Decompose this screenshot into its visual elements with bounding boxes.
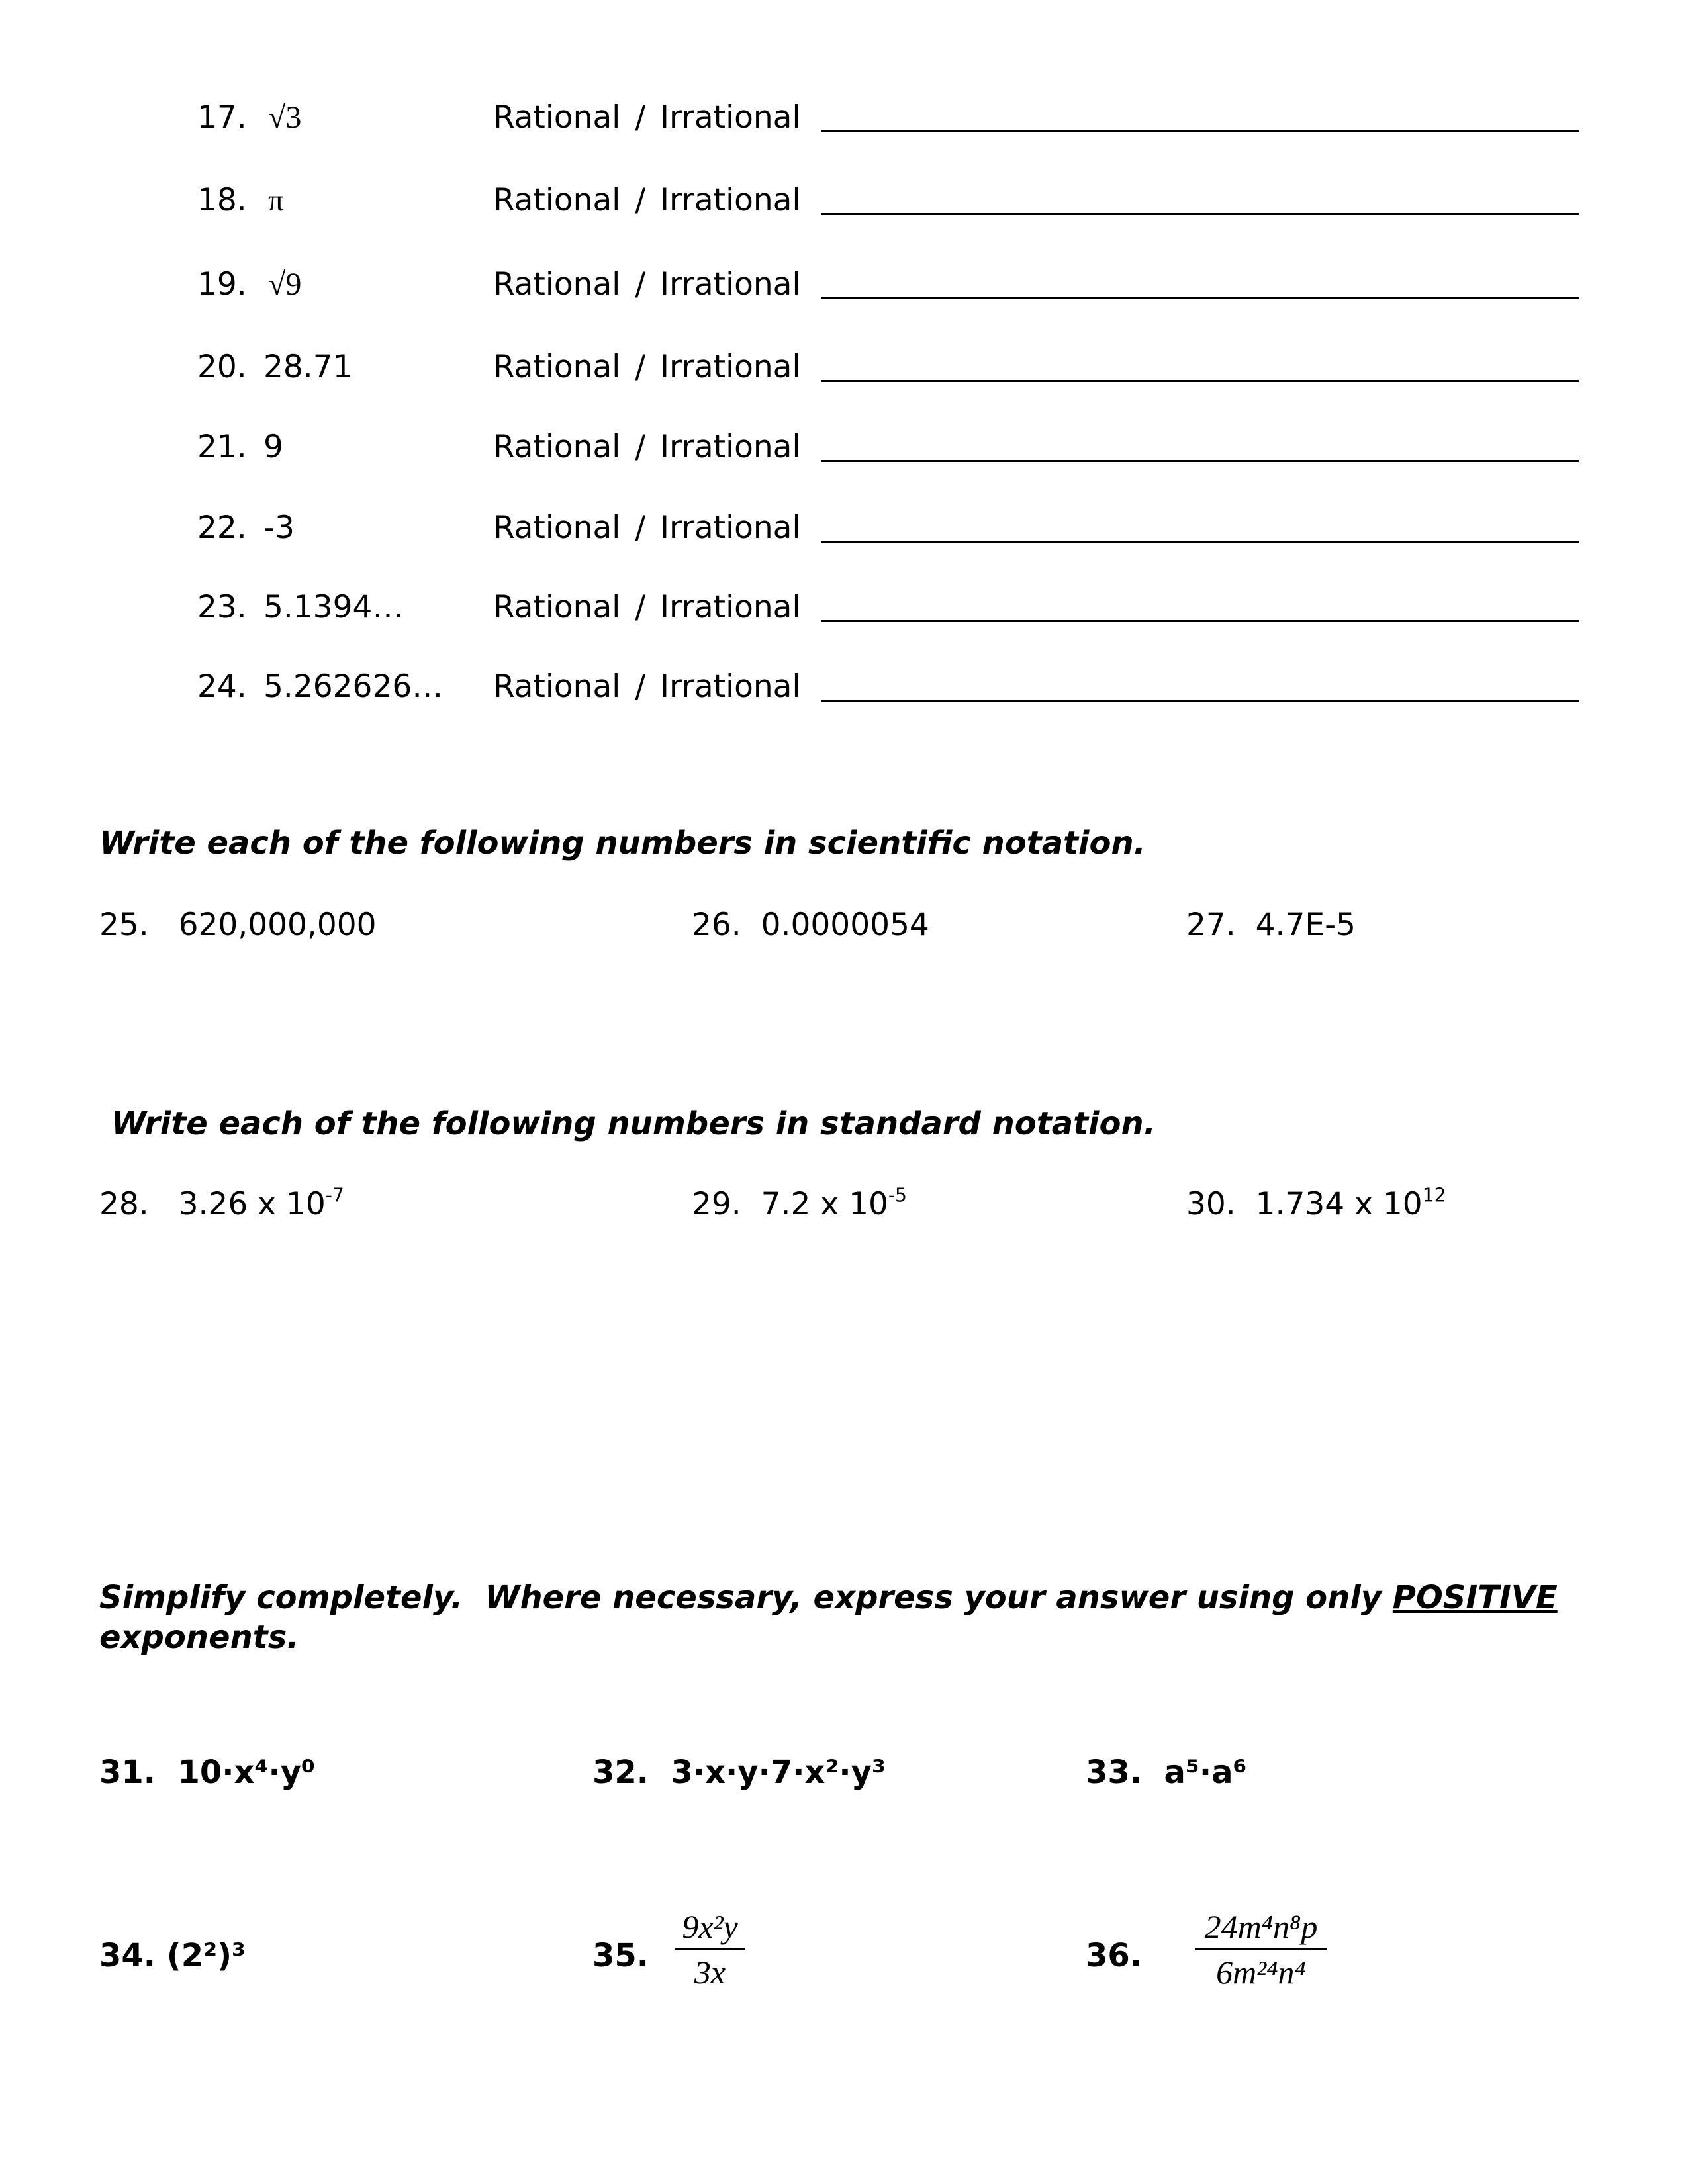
item-30-exponent: 12 [1422, 1184, 1446, 1206]
irrational-option[interactable]: Irrational [660, 668, 801, 705]
answer-line[interactable] [821, 620, 1579, 622]
rational-option[interactable]: Rational [493, 668, 621, 705]
item-28-number: 28. [99, 1186, 149, 1222]
item-28-base: 3.26 x 10 [178, 1186, 326, 1222]
item-35-fraction [675, 1906, 745, 1993]
rational-option[interactable]: Rational [493, 589, 621, 625]
item-30-base: 1.734 x 10 [1255, 1186, 1423, 1222]
choice-slash: / [635, 668, 646, 705]
irrational-option[interactable]: Irrational [660, 589, 801, 625]
irrational-option[interactable]: Irrational [660, 266, 801, 302]
item-25 [99, 905, 377, 945]
item-22-expr: -3 [263, 510, 295, 546]
rational-option[interactable]: Rational [493, 429, 621, 465]
choice-slash: / [635, 589, 646, 625]
item-30 [1186, 1185, 1446, 1224]
item-24-choice[interactable] [493, 667, 801, 707]
item-20-expr: 28.71 [263, 349, 353, 385]
item-25-value: 620,000,000 [178, 907, 377, 943]
item-34 [99, 1936, 246, 1976]
item-19-choice[interactable] [493, 265, 801, 304]
item-33 [1086, 1752, 1247, 1792]
item-25-number: 25. [99, 907, 149, 943]
item-31-expr: 10·x⁴·y⁰ [177, 1754, 316, 1791]
positive-emphasis: POSITIVE [1392, 1579, 1558, 1616]
item-31-number: 31. [99, 1754, 156, 1791]
item-29-number: 29. [692, 1186, 741, 1222]
item-19-expr: √9 [268, 267, 302, 302]
item-29-base: 7.2 x 10 [761, 1186, 888, 1222]
item-19-number: 19. [197, 266, 247, 302]
rational-option[interactable]: Rational [493, 510, 621, 546]
item-35-denominator: 3x [694, 1954, 726, 1991]
fraction-bar [1195, 1948, 1327, 1950]
irrational-option[interactable]: Irrational [660, 510, 801, 546]
item-22-number: 22. [197, 510, 247, 546]
item-28-exponent: -7 [325, 1184, 344, 1206]
item-23-expr: 5.1394… [263, 589, 404, 625]
choice-slash: / [635, 182, 646, 218]
item-21-choice[interactable] [493, 428, 801, 467]
answer-line[interactable] [821, 700, 1579, 702]
item-23-choice[interactable] [493, 588, 801, 627]
item-22-choice[interactable] [493, 508, 801, 548]
standard-notation-instruction: Write each of the following numbers in standard notation. [111, 1105, 1156, 1142]
irrational-option[interactable]: Irrational [660, 182, 801, 218]
answer-line[interactable] [821, 130, 1579, 132]
item-17-choice[interactable] [493, 98, 801, 138]
item-30-number: 30. [1186, 1186, 1236, 1222]
simplify-instruction-part2: . Where necessary, express your answer using only [450, 1579, 1393, 1616]
irrational-option[interactable]: Irrational [660, 349, 801, 385]
item-24-number: 24. [197, 668, 247, 705]
item-32 [592, 1752, 886, 1792]
rational-option[interactable]: Rational [493, 266, 621, 302]
item-35-numerator: 9x²y [682, 1908, 738, 1945]
item-36-number: 36. [1086, 1937, 1143, 1974]
item-27 [1186, 905, 1356, 945]
item-32-expr: 3·x·y·7·x²·y³ [671, 1754, 886, 1791]
answer-line[interactable] [821, 213, 1579, 215]
answer-line[interactable] [821, 297, 1579, 299]
item-33-number: 33. [1086, 1754, 1143, 1791]
item-34-expr: (2²)³ [166, 1937, 246, 1974]
item-35-number: 35. [592, 1937, 649, 1974]
item-18-expr: π [268, 183, 284, 218]
item-28 [99, 1185, 344, 1224]
item-17-expr: √3 [268, 100, 302, 135]
item-32-number: 32. [592, 1754, 649, 1791]
item-21-expr: 9 [263, 429, 283, 465]
answer-line[interactable] [821, 380, 1579, 382]
rational-option[interactable]: Rational [493, 99, 621, 136]
item-29-exponent: -5 [888, 1184, 907, 1206]
choice-slash: / [635, 99, 646, 136]
fraction-bar [675, 1948, 745, 1950]
rational-option[interactable]: Rational [493, 182, 621, 218]
item-18-number: 18. [197, 182, 247, 218]
item-23-number: 23. [197, 589, 247, 625]
choice-slash: / [635, 349, 646, 385]
item-33-expr: a⁵·a⁶ [1164, 1754, 1247, 1791]
item-36-denominator: 6m²⁴n⁴ [1216, 1954, 1306, 1991]
item-20-choice[interactable] [493, 347, 801, 387]
rational-option[interactable]: Rational [493, 349, 621, 385]
item-36-numerator: 24m⁴n⁸p [1204, 1908, 1318, 1945]
choice-slash: / [635, 429, 646, 465]
item-17-number: 17. [197, 99, 247, 136]
choice-slash: / [635, 266, 646, 302]
answer-line[interactable] [821, 541, 1579, 543]
item-36-fraction [1195, 1906, 1327, 1993]
simplify-instruction-part1: Simplify completely [99, 1579, 451, 1616]
answer-line[interactable] [821, 460, 1579, 462]
scientific-notation-instruction: Write each of the following numbers in scientific notation. [99, 825, 1146, 862]
simplify-instruction-line2: exponents. [99, 1619, 299, 1656]
item-27-value: 4.7E-5 [1255, 907, 1356, 943]
item-26-number: 26. [692, 907, 741, 943]
item-20-number: 20. [197, 349, 247, 385]
item-31 [99, 1752, 315, 1792]
item-24-expr: 5.262626… [263, 668, 444, 705]
item-26 [692, 905, 929, 945]
item-18-choice[interactable] [493, 181, 801, 220]
item-27-number: 27. [1186, 907, 1236, 943]
item-29 [692, 1185, 907, 1224]
item-34-number: 34. [99, 1937, 156, 1974]
irrational-option[interactable]: Irrational [660, 429, 801, 465]
irrational-option[interactable]: Irrational [660, 99, 801, 136]
item-21-number: 21. [197, 429, 247, 465]
item-26-value: 0.0000054 [761, 907, 929, 943]
simplify-instruction [99, 1578, 1558, 1617]
choice-slash: / [635, 510, 646, 546]
